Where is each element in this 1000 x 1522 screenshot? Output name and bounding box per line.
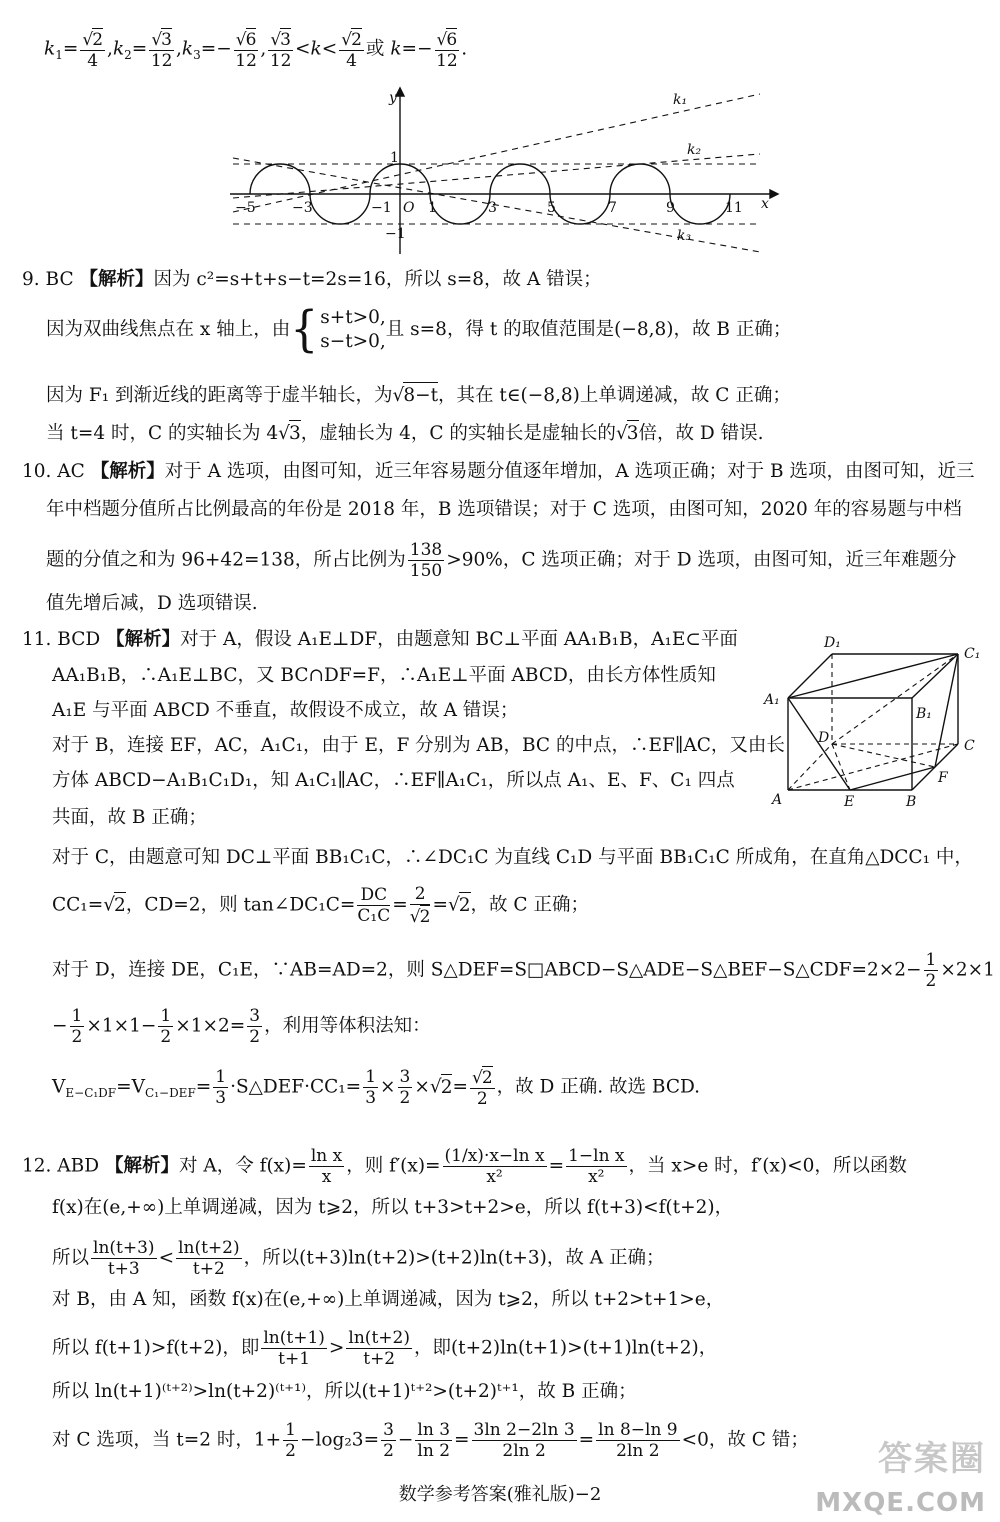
- q11-line-5: 方体 ABCD−A₁B₁C₁D₁，知 A₁C₁∥AC，∴EF∥A₁C₁，所以点 A₁、E、F、C₁ 四点: [52, 770, 735, 791]
- frac: $\frac{√6}{12}$: [436, 30, 458, 71]
- frac: $\frac{3}{2}$: [399, 1067, 411, 1108]
- vertex-label: B₁: [916, 706, 932, 722]
- q11-line-3: A₁E 与平面 ABCD 不垂直，故假设不成立，故 A 错误；: [52, 700, 519, 721]
- y-tick-neg1: −1: [385, 226, 406, 242]
- x-tick: −3: [292, 200, 313, 216]
- y-tick-1: 1: [390, 150, 399, 166]
- q12-line-3: 所以 $\frac{\ln(t+3)}{t+3}$ < $\frac{\ln(t+2)}{t+2}$ ，所以(t+3)ln(t+2)>(t+2)ln(t+3)，故 A 正确；: [52, 1238, 665, 1279]
- curve-arc: [310, 194, 370, 224]
- frac: $\frac{√3}{12}$: [269, 30, 292, 71]
- frac: $\frac{√3}{12}$: [150, 30, 173, 71]
- analysis-tag: 【解析】: [90, 461, 165, 482]
- q10-line-1: 10. AC 【解析】对于 A 选项，由图可知，近三年容易题分值逐年增加，A 选项正确；对于 B 选项，由图可知，近三: [22, 461, 975, 482]
- line-k2: [233, 154, 760, 198]
- frac: $\frac{\text{1−ln x}}{\text{x²}}$: [568, 1146, 625, 1187]
- frac: $\frac{\ln(t+2)}{t+2}$: [178, 1238, 240, 1279]
- x-tick: 5: [547, 200, 556, 216]
- curve-arc: [430, 194, 490, 224]
- frac: $\frac{√2}{2}$: [471, 1068, 493, 1109]
- frac: $\frac{1}{3}$: [215, 1067, 227, 1108]
- frac: $\frac{3\ln 2-2\ln 3}{2\ln 2}$: [473, 1420, 575, 1461]
- x-tick: 9: [666, 200, 675, 216]
- q11-line-1: 11. BCD 【解析】对于 A，假设 A₁E⊥DF，由题意知 BC⊥平面 AA₁B₁B，A₁E⊂平面: [22, 629, 738, 650]
- vertex-label: A: [772, 792, 783, 808]
- vertex-label: D₁: [824, 635, 841, 651]
- x-tick: 7: [608, 200, 617, 216]
- curve-arc: [670, 194, 730, 224]
- q11-line-7: 对于 C，由题意可知 DC⊥平面 BB₁C₁C，∴∠DC₁C 为直线 C₁D 与平面 BB₁C₁C 所成角，在直角△DCC₁ 中，: [52, 847, 973, 868]
- function-graph: [225, 84, 785, 256]
- analysis-tag: 【解析】: [106, 629, 181, 650]
- x-tick: 11: [725, 200, 743, 216]
- vertex-label: C: [964, 738, 975, 754]
- frac: $\frac{√2}{4}$: [341, 30, 362, 71]
- frac: $\frac{1}{2}$: [285, 1420, 296, 1461]
- frac: $\frac{\text{ln x}}{x}$: [310, 1146, 343, 1187]
- q9-line-1: 9. BC 【解析】因为 c²=s+t+s−t=2s=16，所以 s=8，故 A 错误；: [22, 269, 602, 290]
- x-axis-arrow: [770, 190, 778, 198]
- vertex-label: F: [938, 770, 948, 786]
- curve-arc: [490, 164, 550, 194]
- q10-line-2: 年中档题分值所占比例最高的年份是 2018 年，B 选项错误；对于 C 选项，由图可知，2020 年的容易题与中档: [46, 499, 962, 520]
- vertex-label: C₁: [964, 646, 981, 662]
- q12-line-4: 对 B，由 A 知，函数 f(x)在(e,+∞)上单调递减，因为 t⩾2，所以 t+2>t+1>e，: [52, 1289, 725, 1310]
- frac: $\frac{\ln 8-\ln 9}{2\ln 2}$: [598, 1420, 678, 1461]
- q9-line-4: 当 t=4 时，C 的实轴长为 4√3，虚轴长为 4，C 的实轴长是虚轴长的√3倍，故 D 错误.: [46, 420, 764, 446]
- q10-line-4: 值先增后减，D 选项错误.: [46, 593, 258, 614]
- x-tick: −5: [235, 200, 256, 216]
- vertex-label: A₁: [764, 692, 780, 708]
- frac: $\frac{1}{2}$: [160, 1006, 172, 1047]
- frac: $\frac{2}{√2}$: [409, 884, 431, 927]
- frac: $\frac{1}{2}$: [71, 1006, 83, 1047]
- cuboid-figure: [760, 632, 990, 814]
- frac: $\frac{\text{(1/x)·x−ln x}}{\text{x²}}$: [444, 1146, 545, 1187]
- vertex-label: E: [844, 794, 855, 810]
- x-tick: −1: [371, 200, 392, 216]
- analysis-tag: 【解析】: [104, 1155, 179, 1177]
- line-label-k1: k₁: [673, 92, 688, 108]
- x-tick: 3: [488, 200, 497, 216]
- x-tick: 1: [428, 200, 437, 216]
- q11-line-2: AA₁B₁B，∴A₁E⊥BC，又 BC∩DF=F，∴A₁E⊥平面 ABCD，由长方体性质知: [52, 665, 716, 686]
- q11-line-4: 对于 B，连接 EF，AC，A₁C₁，由于 E，F 分别为 AB，BC 的中点，∴EF∥AC，又由长: [52, 735, 785, 756]
- q12-line-6: 所以 ln(t+1)⁽ᵗ⁺²⁾>ln(t+2)⁽ᵗ⁺¹⁾，所以(t+1)ᵗ⁺²>(t+2)ᵗ⁺¹，故 B 正确；: [52, 1381, 637, 1402]
- question-number: 9. BC: [22, 269, 74, 290]
- line-label-k3: k₃: [677, 228, 692, 244]
- curve-arc: [610, 164, 670, 194]
- page-footer: 数学参考答案(雅礼版)−2: [398, 1484, 602, 1505]
- frac: $\frac{\ln 3}{\ln 2}$: [417, 1420, 451, 1461]
- origin-label: O: [403, 200, 415, 216]
- q12-line-2: f(x)在(e,+∞)上单调递减，因为 t⩾2，所以 t+3>t+2>e，所以 f(t+3)<f(t+2)，: [52, 1197, 734, 1218]
- curve-arc: [250, 164, 310, 194]
- frac: $\frac{\ln(t+2)}{t+2}$: [348, 1328, 410, 1369]
- vertex-label: D: [818, 730, 830, 746]
- frac: $\frac{3}{2}$: [383, 1420, 394, 1461]
- q9-line-3: 因为 F₁ 到渐近线的距离等于虚半轴长，为√8−t，其在 t∈(−8,8)上单调递减，故 C 正确；: [46, 382, 791, 408]
- analysis-tag: 【解析】: [79, 269, 154, 290]
- frac: $\frac{1}{3}$: [365, 1067, 377, 1108]
- q11-line-11: $V_{E-C_1DF}=V_{C_1-DEF}=$ $\frac{1}{3}$ ·S△DEF·CC₁= $\frac{1}{3}$ × $\frac{3}{2}$ ×√2= $\frac{√2}{2}$ ，故 D 正确. 故选 BCD.: [52, 1067, 701, 1109]
- intro-line: $k_1=$ $\frac{√2}{4}$ $,k_2=$ $\frac{√3}{12}$ $,k_3=-$ $\frac{√6}{12}$ , $\frac{√3}{12}$ <k< $\frac{√2}{4}$ 或 k=− $\frac{√6}{12}$ .: [44, 30, 468, 71]
- inequality-system: s+t>0, s−t>0,: [320, 307, 386, 352]
- watermark-top: 答案圈: [878, 1439, 986, 1479]
- frac: $\frac{\ln(t+1)}{t+1}$: [263, 1328, 325, 1369]
- brace: {: [290, 301, 319, 358]
- frac: $\frac{1}{2}$: [925, 950, 937, 991]
- frac: $\frac{138}{150}$: [409, 540, 443, 581]
- x-axis-label: x: [761, 196, 769, 212]
- q12-line-7: 对 C 选项，当 t=2 时，1+ $\frac{1}{2}$ −log₂3= $\frac{3}{2}$ − $\frac{\ln 3}{\ln 2}$ = $\frac{3\ln 2-2\ln 3}{2\ln 2}$ = $\frac{\ln 8-\ln 9}{2\ln 2}$ <0，故 C 错；: [52, 1420, 809, 1461]
- frac: $\frac{√2}{4}$: [82, 30, 104, 71]
- q11-line-10: − $\frac{1}{2}$ ×1×1− $\frac{1}{2}$ ×1×2= $\frac{3}{2}$ ，利用等体积法知：: [52, 1006, 431, 1047]
- question-number: 11. BCD: [22, 629, 101, 650]
- y-axis-arrow: [396, 88, 404, 96]
- watermark-bottom: MXQE.COM: [815, 1488, 986, 1518]
- q11-line-9: 对于 D，连接 DE，C₁E，∵AB=AD=2，则 S△DEF=S□ABCD−S△ADE−S△BEF−S△CDF=2×2− $\frac{1}{2}$ ×2×1: [52, 950, 995, 991]
- question-number: 12. ABD: [22, 1155, 100, 1177]
- question-number: 10. AC: [22, 461, 85, 482]
- frac: $\frac{DC}{\text{C₁C}}$: [357, 885, 391, 926]
- q12-line-5: 所以 f(t+1)>f(t+2)，即 $\frac{\ln(t+1)}{t+1}$ > $\frac{\ln(t+2)}{t+2}$ ，即(t+2)ln(t+1)>(t+1)ln(t+2)，: [52, 1328, 718, 1369]
- vertex-label: B: [906, 794, 917, 810]
- q11-line-6: 共面，故 B 正确；: [52, 807, 207, 828]
- frac: $\frac{√6}{12}$: [235, 30, 257, 71]
- q11-line-8: CC₁=√2，CD=2，则 tan∠DC₁C= $\frac{DC}{\text{C₁C}}$ = $\frac{2}{√2}$ =√2，故 C 正确；: [52, 884, 589, 927]
- q9-line-2: 因为双曲线焦点在 x 轴上，由{ s+t>0, s−t>0, 且 s=8，得 t 的取值范围是(−8,8)，故 B 正确；: [46, 301, 792, 358]
- frac: $\frac{\ln(t+3)}{t+3}$: [93, 1238, 155, 1279]
- line-label-k2: k₂: [687, 142, 702, 158]
- y-axis-label: y: [389, 90, 397, 106]
- frac: $\frac{3}{2}$: [249, 1006, 261, 1047]
- q12-line-1: 12. ABD 【解析】对 A，令 f(x)= $\frac{\text{ln x}}{x}$ ，则 f′(x)= $\frac{\text{(1/x)·x−ln x}}{\text{x²}}$ = $\frac{\text{1−ln x}}{\text{x²}}$ ，当 x>e 时，f′(x)<0，所以函数: [22, 1146, 907, 1187]
- q10-line-3: 题的分值之和为 96+42=138，所占比例为 $\frac{138}{150}$ >90%，C 选项正确；对于 D 选项，由图可知，近三年难题分: [46, 540, 957, 581]
